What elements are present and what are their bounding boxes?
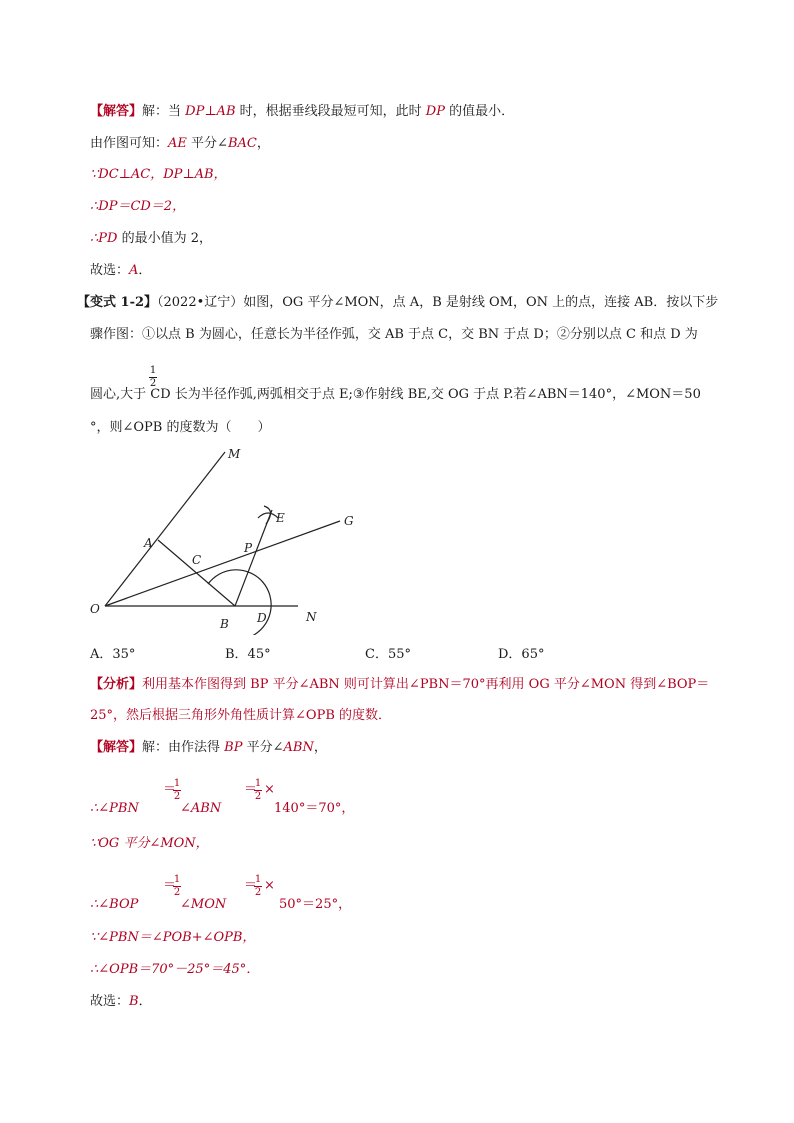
formula-2-half-b: 1 2 [254,874,262,898]
formula-1-mid: ∠ABN [180,801,222,816]
formula-2-lhs: ∴∠BOP [90,897,139,912]
solution-2-line-3: ∵OG 平分∠MON， [90,836,209,851]
formula-1-half-a: 1 2 [173,778,181,802]
label-B: B [220,617,229,631]
variant-line-1: 【变式 1-2】（2022•辽宁）如图，OG 平分∠MON，点 A，B 是射线 OM，ON 上的点，连接 AB．按以下步 [77,295,719,310]
ray-BE [235,510,272,606]
label-G: G [344,514,354,528]
label-D: D [257,611,267,625]
arc-CD [208,570,271,635]
label-M: M [228,447,241,461]
solution-2-line-1: 【解答】解：由作法得 BP 平分∠ABN， [90,740,327,755]
segment-AB [158,540,235,606]
formula-2-times: × [264,878,275,893]
analysis-tag: 【分析】 [90,677,143,692]
variant-line-2: 骤作图：①以点 B 为圆心，任意长为半径作弧，交 AB 于点 C，交 BN 于点 D；②分别以点 C 和点 D 为 [90,327,698,342]
solution-1-line-2: 由作图可知：AE 平分∠BAC， [90,136,270,151]
label-A: A [144,536,153,550]
solution-2-line-6: ∴∠OPB＝70°－25°＝45°． [90,962,260,977]
formula-1-eq: ＝ [163,782,177,797]
half-fraction: 1 2 [149,365,157,389]
formula-2-mid: ∠MON [180,897,227,912]
solution-1-line-4: ∴DP＝CD＝2， [90,199,186,214]
geometry-figure [80,440,380,635]
formula-1-eq2: ＝ [244,782,258,797]
option-c[interactable]: C．55° [365,647,411,662]
solution-2-line-5: ∵∠PBN＝∠POB+∠OPB， [90,930,256,945]
ray-OG [105,521,340,606]
formula-1-times: × [264,782,275,797]
answer-tag-2: 【解答】 [90,740,143,755]
analysis-line-1: 【分析】利用基本作图得到 BP 平分∠ABN 则可计算出∠PBN＝70°再利用 OG 平分∠MON 得到∠BOP＝ [90,677,710,692]
formula-2-eq: ＝ [163,878,177,893]
solution-1-line-3: ∵DC⊥AC，DP⊥AB， [90,167,227,182]
variant-tag: 【变式 1-2】 [77,295,158,310]
formula-2-half-a: 1 2 [173,874,181,898]
label-E: E [276,511,285,525]
solution-1-line-6: 故选：A． [90,263,152,278]
formula-1-lhs: ∴∠PBN [90,801,139,816]
analysis-line-2: 25°，然后根据三角形外角性质计算∠OPB 的度数． [90,708,392,723]
answer-tag: 【解答】 [90,104,143,119]
formula-1-rhs: 140°＝70°， [274,801,355,816]
option-b[interactable]: B．45° [225,647,271,662]
arc-E-1 [258,513,278,518]
solution-1-line-1: 【解答】解：当 DP⊥AB 时，根据垂线段最短可知，此时 DP 的值最小． [90,104,515,119]
formula-1-half-b: 1 2 [254,778,262,802]
solution-1-line-5: ∴PD 的最小值为 2， [90,231,212,246]
variant-line-4: °，则∠OPB 的度数为（ ） [90,420,271,435]
variant-line-3: 圆心,大于 CD 长为半径作弧,两弧相交于点 E;③作射线 BE,交 OG 于点 P.若∠ABN＝140°，∠MON＝50 [90,387,701,402]
label-N: N [306,610,317,624]
label-P: P [244,541,253,555]
label-O: O [90,602,100,616]
label-C: C [192,553,202,567]
formula-2-rhs: 50°＝25°， [279,897,352,912]
formula-2-eq2: ＝ [244,878,258,893]
option-d[interactable]: D．65° [498,647,545,662]
option-a[interactable]: A．35° [90,647,136,662]
solution-2-line-7: 故选：B． [90,994,152,1009]
ray-OM [105,452,225,606]
